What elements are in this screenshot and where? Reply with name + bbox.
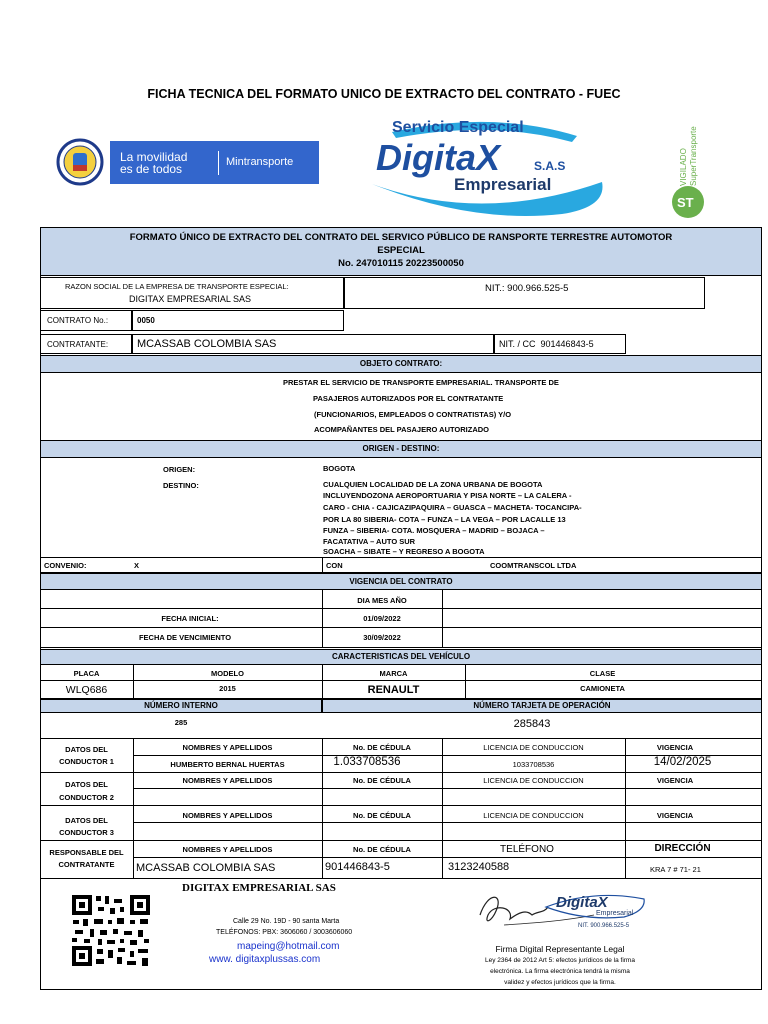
header-line1: FORMATO ÚNICO DE EXTRACTO DEL CONTRATO DEL SERVICO PÚBLICO DE RANSPORTE TERRESTRE AUTOMOTOR bbox=[129, 232, 673, 243]
modelo-value: 2015 bbox=[219, 684, 236, 693]
empresa-value: DIGITAX EMPRESARIAL SAS bbox=[129, 294, 252, 304]
digitax-main-text: DigitaX bbox=[376, 137, 501, 178]
objeto-line: (FUNCIONARIOS, EMPLEADOS O CONTRATISTAS) Y/O bbox=[314, 410, 512, 419]
interno-value: 285 bbox=[174, 718, 188, 727]
responsable-cedula: 901446843-5 bbox=[325, 861, 390, 873]
responsable-label1: RESPONSABLE DEL bbox=[49, 848, 124, 857]
convenio-x: X bbox=[134, 561, 140, 570]
stamp-nit-text: NIT. 900.966.525-5 bbox=[578, 923, 630, 929]
c1-cedula: 1.033708536 bbox=[333, 756, 401, 768]
footer-phones: TELÉFONOS: PBX: 3606060 / 3003606060 bbox=[216, 929, 353, 936]
firma-title: Firma Digital Representante Legal bbox=[495, 944, 625, 954]
c1-licencia-label: LICENCIA DE CONDUCCION bbox=[483, 743, 584, 752]
interno-label: NÚMERO INTERNO bbox=[40, 699, 322, 713]
convenio-con-value: COOMTRANSCOL LTDA bbox=[490, 561, 577, 570]
origen-destino-title: ORIGEN - DESTINO: bbox=[40, 440, 762, 458]
convenio-label: CONVENIO: bbox=[44, 561, 87, 570]
c2-cedula-label: No. DE CÉDULA bbox=[353, 776, 411, 785]
c2-nombres-label: NOMBRES Y APELLIDOS bbox=[182, 776, 273, 785]
empresa-cell bbox=[40, 277, 344, 309]
clase-label: CLASE bbox=[589, 669, 616, 678]
c3-licencia-label: LICENCIA DE CONDUCCION bbox=[483, 811, 584, 820]
contratante-label-cell bbox=[40, 334, 132, 354]
c1-vigencia-label: VIGENCIA bbox=[656, 743, 694, 752]
c1-vigencia: 14/02/2025 bbox=[653, 756, 712, 768]
header-line2: ESPECIAL bbox=[377, 245, 425, 256]
contratante-nit-label: NIT. / CC bbox=[499, 339, 536, 349]
c3-label1: DATOS DEL bbox=[65, 816, 108, 825]
contratante-value: MCASSAB COLOMBIA SAS bbox=[137, 338, 277, 350]
colombia-coat-of-arms-logo bbox=[54, 138, 106, 186]
c1-nombre: HUMBERTO BERNAL HUERTAS bbox=[170, 760, 285, 769]
c1-label2: CONDUCTOR 1 bbox=[59, 757, 114, 766]
contratante-nit-cell bbox=[494, 334, 626, 354]
digitax-sas-text: S.A.S bbox=[534, 159, 566, 173]
tarjeta-value: 285843 bbox=[513, 718, 551, 730]
vehiculo-title: CARACTERISTICAS DEL VEHÍCULO bbox=[40, 649, 762, 665]
digitax-bottom-text: Empresarial bbox=[454, 175, 552, 194]
responsable-telefono: 3123240588 bbox=[448, 861, 510, 873]
super-line1: VIGILADO bbox=[679, 148, 688, 186]
modelo-label: MODELO bbox=[211, 669, 244, 678]
footer-web[interactable]: www. digitaxplussas.com bbox=[209, 954, 321, 965]
destino-line: SOACHA – SIBATE – Y REGRESO A BOGOTA bbox=[323, 547, 485, 556]
origen-value: BOGOTA bbox=[323, 464, 356, 473]
destino-line: CARO - CHIA - CAJICAZIPAQUIRA – GUASCA – MACHETA- TOCANCIPA- bbox=[323, 503, 582, 512]
destino-line: FUNZA – SIBERIA- COTA. MOSQUERA – MADRID – BOJACA – bbox=[323, 526, 545, 535]
destino-label: DESTINO: bbox=[163, 481, 199, 490]
c2-vigencia-label: VIGENCIA bbox=[656, 776, 694, 785]
movilidad-line1: La movilidad bbox=[120, 150, 188, 164]
c1-label1: DATOS DEL bbox=[65, 745, 108, 754]
digitax-top-text: Servicio Especial bbox=[392, 119, 524, 136]
clase-value: CAMIONETA bbox=[580, 684, 625, 693]
empresa-label: RAZON SOCIAL DE LA EMPRESA DE TRANSPORTE ESPECIAL: bbox=[65, 282, 289, 291]
fecha-inicial-label: FECHA INICIAL: bbox=[161, 614, 219, 623]
tarjeta-label: NÚMERO TARJETA DE OPERACIÓN bbox=[322, 699, 762, 713]
c1-licencia: 1033708536 bbox=[512, 760, 555, 769]
vigencia-dma: DIA MES AÑO bbox=[357, 596, 407, 605]
responsable-nombre: MCASSAB COLOMBIA SAS bbox=[136, 862, 276, 874]
c3-nombres-label: NOMBRES Y APELLIDOS bbox=[182, 811, 273, 820]
supertransporte-logo bbox=[664, 100, 714, 220]
form-header bbox=[40, 227, 762, 276]
contrato-value: 0050 bbox=[137, 316, 155, 325]
page-title: FICHA TECNICA DEL FORMATO UNICO DE EXTRACTO DEL CONTRATO - FUEC bbox=[147, 87, 621, 101]
c3-cedula-label: No. DE CÉDULA bbox=[353, 811, 411, 820]
placa-label: PLACA bbox=[73, 669, 100, 678]
marca-value: RENAULT bbox=[367, 684, 420, 696]
objeto-line: PRESTAR EL SERVICIO DE TRANSPORTE EMPRESARIAL. TRANSPORTE DE bbox=[283, 378, 559, 387]
destino-line: FACATATIVA – AUTO SUR bbox=[323, 537, 416, 546]
responsable-nombres-label: NOMBRES Y APELLIDOS bbox=[182, 845, 273, 854]
responsable-direccion: KRA 7 # 71- 21 bbox=[650, 865, 701, 874]
digitax-logo bbox=[362, 112, 618, 222]
mintransporte-label: Mintransporte bbox=[226, 156, 294, 168]
c2-label2: CONDUCTOR 2 bbox=[59, 793, 114, 802]
fecha-vencimiento-label: FECHA DE VENCIMIENTO bbox=[138, 633, 232, 642]
signature-stamp bbox=[474, 885, 654, 933]
header-number: No. 247010115 20223500050 bbox=[338, 258, 464, 269]
firma-line: electrónica. La firma electrónica tendrá la misma bbox=[490, 968, 630, 975]
c1-nombres-label: NOMBRES Y APELLIDOS bbox=[182, 743, 273, 752]
contratante-value-cell bbox=[132, 334, 494, 354]
responsable-cedula-label: No. DE CÉDULA bbox=[353, 845, 411, 854]
contrato-label-cell bbox=[40, 310, 132, 331]
objeto-line: PASAJEROS AUTORIZADOS POR EL CONTRATANTE bbox=[313, 394, 504, 403]
placa-value: WLQ686 bbox=[65, 684, 108, 696]
vigencia-title: VIGENCIA DEL CONTRATO bbox=[40, 573, 762, 590]
destino-line: INCLUYENDOZONA AEROPORTUARIA Y PISA NORTE – LA CALERA - bbox=[323, 491, 572, 500]
destino-line: CUALQUIEN LOCALIDAD DE LA ZONA URBANA DE BOGOTA bbox=[323, 480, 543, 489]
qr-code bbox=[70, 893, 152, 968]
marca-label: MARCA bbox=[379, 669, 408, 678]
c2-licencia-label: LICENCIA DE CONDUCCION bbox=[483, 776, 584, 785]
contrato-label: CONTRATO No.: bbox=[47, 316, 109, 325]
footer-address: Calle 29 No. 19D - 90 santa Marta bbox=[233, 918, 340, 925]
c1-cedula-label: No. DE CÉDULA bbox=[353, 743, 411, 752]
fecha-vencimiento: 30/09/2022 bbox=[363, 633, 401, 642]
objeto-line: ACOMPAÑANTES DEL PASAJERO AUTORIZADO bbox=[314, 425, 490, 434]
firma-line: Ley 2364 de 2012 Art 5: efectos jurídicos de la firma bbox=[485, 957, 635, 964]
objeto-title: OBJETO CONTRATO: bbox=[40, 355, 762, 373]
contratante-nit-value: 901446843-5 bbox=[540, 339, 594, 349]
stamp-sub-text: Empresarial bbox=[596, 910, 634, 917]
movilidad-banner bbox=[110, 141, 319, 184]
empresa-nit: NIT.: 900.966.525-5 bbox=[485, 283, 569, 294]
destino-line: POR LA 80 SIBERIA- COTA – FUNZA – LA VEGA – POR LACALLE 13 bbox=[323, 515, 566, 524]
nit-cell bbox=[344, 277, 705, 309]
footer-email[interactable]: mapeing@hotmail.com bbox=[237, 941, 340, 952]
movilidad-line2: es de todos bbox=[120, 162, 183, 176]
contratante-label: CONTRATANTE: bbox=[47, 339, 109, 349]
c3-vigencia-label: VIGENCIA bbox=[656, 811, 694, 820]
c2-label1: DATOS DEL bbox=[65, 780, 108, 789]
super-badge: ST bbox=[677, 195, 694, 210]
stamp-main-text: DigitaX bbox=[556, 894, 608, 911]
firma-line: validez y efectos jurídicos que la firma. bbox=[504, 979, 616, 986]
contrato-value-cell bbox=[132, 310, 344, 331]
fecha-inicial: 01/09/2022 bbox=[363, 614, 401, 623]
footer-company: DIGITAX EMPRESARIAL SAS bbox=[182, 882, 336, 894]
convenio-con-label: CON bbox=[326, 561, 343, 570]
responsable-telefono-label: TELÉFONO bbox=[500, 844, 554, 855]
super-line2: SuperTransporte bbox=[689, 126, 698, 186]
responsable-direccion-label: DIRECCIÓN bbox=[654, 843, 711, 854]
c3-label2: CONDUCTOR 3 bbox=[59, 828, 114, 837]
responsable-label2: CONTRATANTE bbox=[58, 860, 115, 869]
origen-label: ORIGEN: bbox=[163, 465, 196, 474]
